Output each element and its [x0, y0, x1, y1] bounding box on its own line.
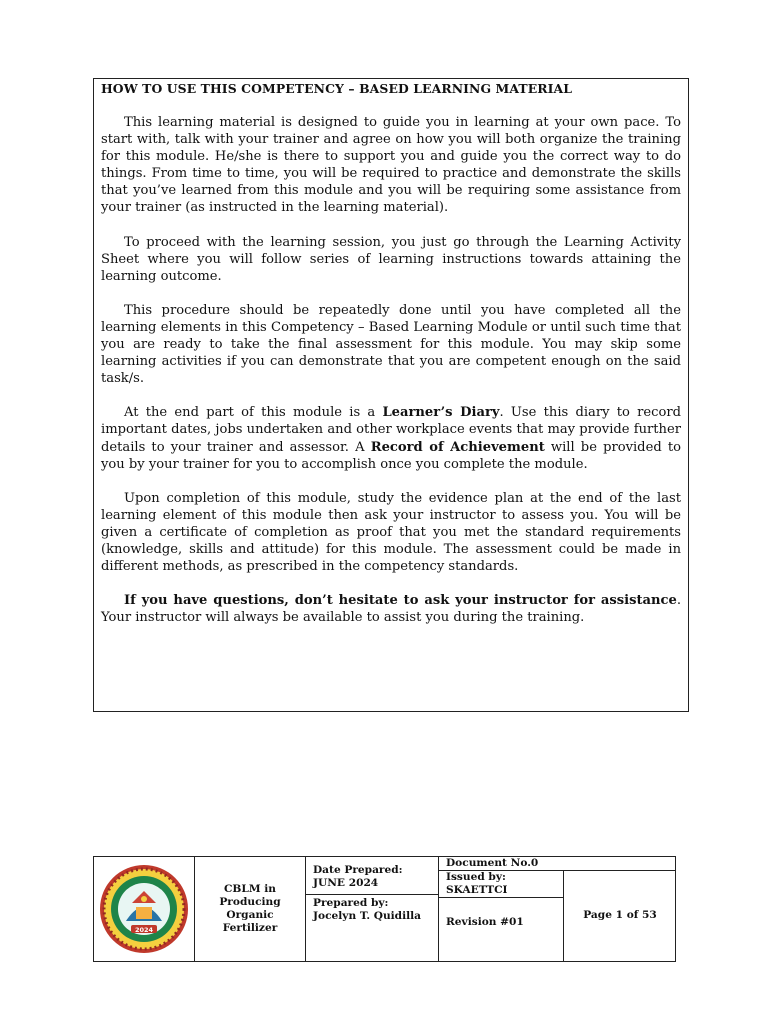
p4-text-c: . Use this diary to record important dates, jobs undertaken and other workplace events that may provide further details to your trainer and assessor. A	[101, 405, 682, 455]
instructions-box	[93, 78, 689, 712]
seal-year: 2024	[134, 926, 154, 934]
prepared-by-label: Prepared by:	[313, 897, 389, 909]
paragraph-5: Upon completion of this module, study the evidence plan at the end of the last learning element of this module then ask your instructor to assess you. You will be given a certificate of completion as proof that you met the standard requirements (knowledge, skills and attitude) for this module. The assessment could be made in different methods, as prescribed in the competency standards.	[101, 490, 681, 575]
paragraph-3: This procedure should be repeatedly done until you have completed all the learning elements in this Competency – Based Learning Module or until such time that you are ready to take the final assessment for this module. You may skip some learning activities if you can demonstrate that you are competent enough on the said task/s.	[101, 302, 681, 387]
document-number: Document No.0	[446, 857, 539, 869]
p6-bold-text: If you have questions, don’t hesitate to ask your instructor for assistance	[124, 593, 677, 609]
paragraph-2: To proceed with the learning session, you just go through the Learning Activity Sheet where you will follow series of learning instructions towards attaining the learning outcome.	[101, 234, 681, 284]
p4-text-e: will be provided to you by your trainer for you to accomplish once you complete the module.	[101, 439, 681, 472]
divider	[305, 894, 438, 895]
record-of-achievement-term: Record of Achievement	[370, 439, 545, 455]
document-footer-table	[93, 856, 676, 962]
page-number: Page 1 of 53	[583, 909, 657, 921]
divider	[438, 897, 563, 898]
issued-by-label: Issued by:	[446, 871, 506, 883]
paragraph-6	[101, 592, 681, 626]
issued-by-value: SKAETTCI	[446, 884, 508, 896]
learners-diary-term: Learner’s Diary	[382, 405, 500, 421]
prepared-by-value: Jocelyn T. Quidilla	[313, 910, 422, 922]
paragraph-1: This learning material is designed to guide you in learning at your own pace. To start with, talk with your trainer and agree on how you will both organize the training for this module. He/she is there to support you and guide you the correct way to do things. From time to time, you will be required to practice and demonstrate the skills that you’ve learned from this module and you will be requiring some assistance from your trainer (as instructed in the learning material).	[101, 115, 681, 216]
school-seal-logo	[94, 857, 194, 961]
revision-number: Revision #01	[446, 916, 524, 928]
divider	[438, 857, 439, 961]
p6-text: . Your instructor will always be available to assist you during the training.	[101, 593, 681, 626]
paragraph-4	[101, 404, 681, 472]
page-heading: HOW TO USE THIS COMPETENCY – BASED LEARNING MATERIAL	[101, 81, 573, 96]
seal-icon	[98, 863, 190, 955]
divider	[305, 857, 306, 961]
date-prepared-value: JUNE 2024	[313, 877, 379, 889]
module-title: CBLM in Producing Organic Fertilizer	[219, 883, 281, 934]
p4-text-a: At the end part of this module is a	[124, 405, 383, 421]
date-prepared-label: Date Prepared:	[313, 864, 403, 876]
